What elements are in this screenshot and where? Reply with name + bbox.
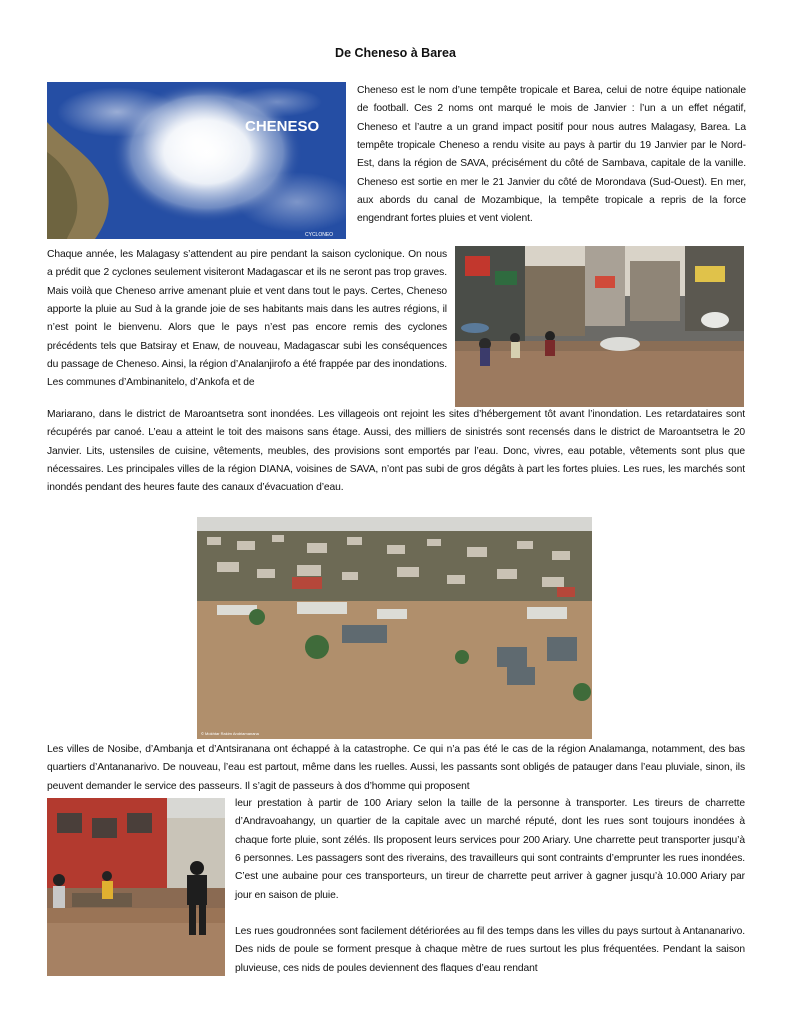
paragraph-4: Les villes de Nosibe, d’Ambanja et d’Antsiranana ont échappé à la catastrophe. Ce qui n’a pas été le cas de la région Analamanga, notamment, des bas quartiers d’Antananarivo. De nouveau, l’eau est partout, même dans les ruelles. Aussi, les passants sont obligés de patauger dans l’eau pluviale, sinon, ils peuvent demander le service des passeurs. Il s’agit de passeurs à dos d’homme qui proposent [47,744,745,792]
paragraph-6: Les rues goudronnées sont facilement détériorées au fil des temps dans les villes du pays surtout à Antananarivo. Des nids de poule se forment presque à chaque mètre de rues surtout les plus fréquentées. Pendant la saison pluvieuse, ces nids de poules deviennent des flaques d’eau rendant [235,926,745,974]
satellite-credit: CYCLONEO [305,232,334,238]
paragraph-5: leur prestation à partir de 100 Ariary selon la taille de la personne à transporter. Les tireurs de charrette d’Andravoahangy, un quartier de la capitale avec un marché réputé, dont les rues sont toujours inondées à chaque forte pluie, sont zélés. Ils proposent leurs services pour 200 Ariary. Une charrette peut transporter jusqu’à 6 personnes. Les passagers sont des riverains, des travailleurs qui sont contraints d’emprunter les rues inondées. C’est une aubaine pour ces transporteurs, un tireur de charrette peut arriver à gagner jusqu’à 10.000 Ariary par jour en saison de pluie. [235,798,745,901]
paragraph-3: Mariarano, dans le district de Maroantsetra sont inondées. Les villageois ont rejoint les sites d’hébergement tôt avant l’inondation. Les retardataires sont récupérés par canoé. L’eau a atteint le toit des maisons sans étage. Aussi, des milliers de sinistrés sont recensés dans le district de Maroantsetra le 20 Janvier. Lits, ustensiles de cuisine, vêtements, meubles, des provisions sont emportés par l’eau. Donc, vivres, eau potable, vêtements sont plus que nécessaires. Les principales villes de la région DIANA, voisines de SAVA, n’ont pas subi de gros dégâts à part les fortes pluies. Les rues, les marchés sont inondés pendant des heures faute des canaux d’évacuation d’eau. [47,409,745,494]
satellite-label: CHENESO [245,118,320,135]
aerial-flood-image [197,517,592,739]
flooded-crossing-image [47,798,225,976]
aerial-credit: © Mokhtar Rakim Andriamanana [201,731,259,736]
page-title: De Cheneso à Barea [335,46,456,60]
paragraph-2: Chaque année, les Malagasy s’attendent au pire pendant la saison cyclonique. On nous a prédit que 2 cyclones seulement visiteront Madagascar et ils ne seront pas trop graves. Mais voilà que Cheneso arrive amenant pluie et vent dans tout le pays. Certes, Cheneso apporte la pluie au Sud à la grande joie de ses habitants mais dans les autres régions, il n’est point le bienvenu. Alors que le pays n’est pas encore remis des cyclones précédents tels que Batsiray et Enaw, de nouveau, Madagascar subi les conséquences du passage de Cheneso. Ainsi, la région d’Analanjirofo a été frappée par des inondations. Les communes d’Ambinanitelo, d’Ankofa et de [47,249,447,389]
flooded-street-image [455,246,744,407]
paragraph-1: Cheneso est le nom d’une tempête tropicale et Barea, celui de notre équipe nationale de football. Ces 2 noms ont marqué le mois de Janvier : l’un a un effet négatif, Cheneso et l’autre a un grand impact positif pour nous autres Malagasy, Barea. La tempête tropicale Cheneso a rendu visite au pays à partir du 19 Janvier par le Nord-Est, dans la région de SAVA, précisément du côté de Sambava, capitale de la vanille. Cheneso est sortie en mer le 21 Janvier du côté de Morondava (Sud-Ouest). En mer, aux abords du canal de Mozambique, la tempête tropicale a repris de la force engendrant fortes pluies et vent violent. [357,85,746,225]
satellite-cyclone-image [47,82,346,239]
